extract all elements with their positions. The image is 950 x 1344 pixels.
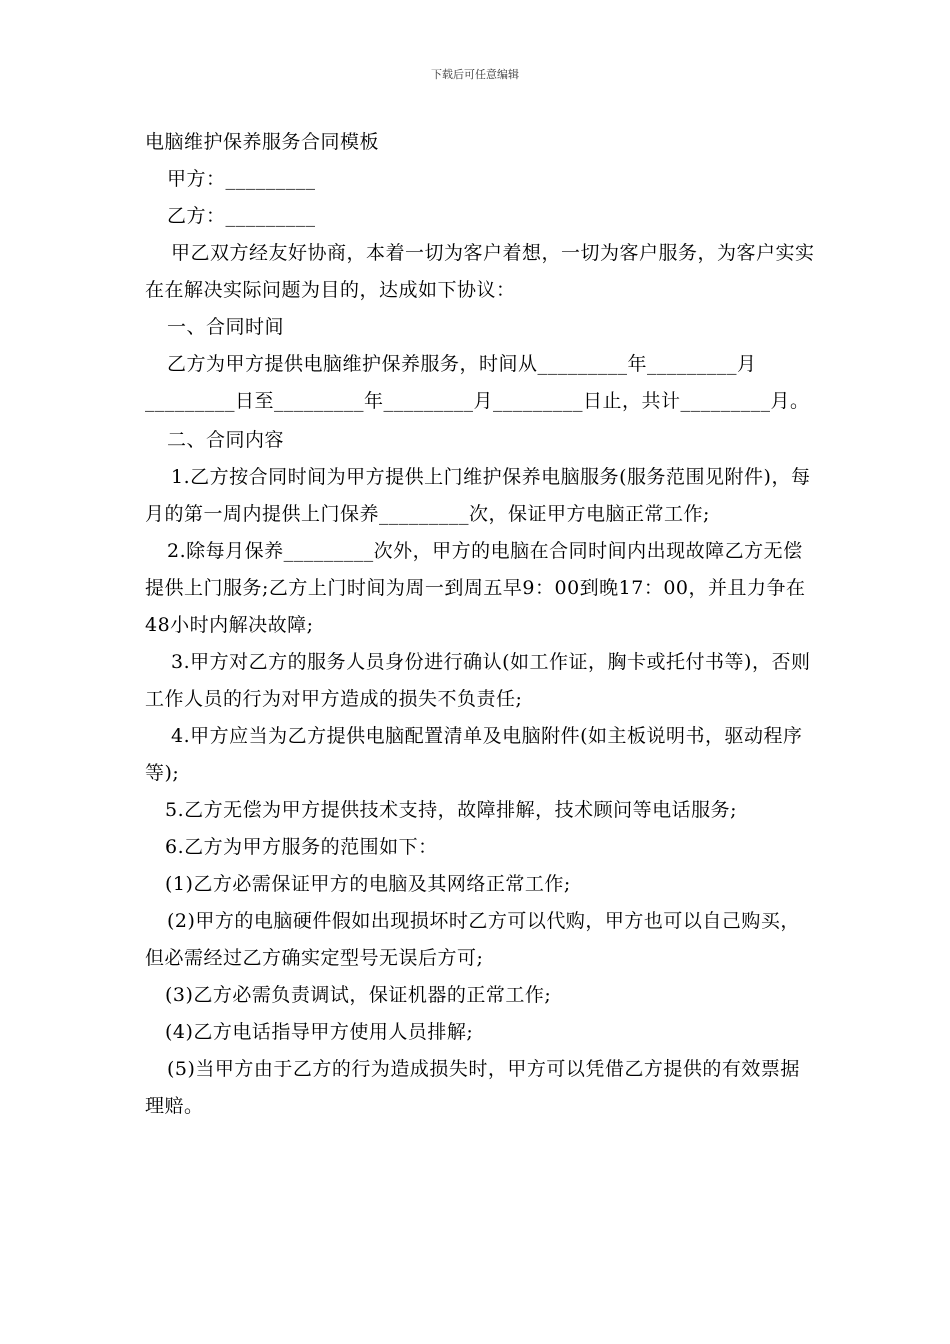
- clause-3: 3.甲方对乙方的服务人员身份进行确认(如工作证，胸卡或托付书等)，否则工作人员的行为对甲方造成的损失不负责任;: [145, 651, 811, 710]
- section-heading-time: 一、合同时间: [167, 316, 285, 338]
- party-b-line: 乙方：_________: [167, 205, 316, 227]
- clause-5: 5.乙方无偿为甲方提供技术支持，故障排解，技术顾问等电话服务;: [165, 799, 738, 821]
- section-heading-content: 二、合同内容: [167, 429, 285, 451]
- preamble-paragraph: 甲乙双方经友好协商，本着一切为客户着想，一切为客户服务，为客户实实在在解决实际问题为目的，达成如下协议：: [145, 242, 815, 301]
- document-body: [145, 124, 815, 1125]
- document-title: 电脑维护保养服务合同模板: [145, 131, 380, 153]
- party-a-line: 甲方：_________: [167, 168, 316, 190]
- page-header: 下载后可任意编辑: [431, 68, 519, 81]
- sub-clause-3: (3)乙方必需负责调试，保证机器的正常工作;: [165, 984, 552, 1006]
- clause-4: 4.甲方应当为乙方提供电脑配置清单及电脑附件(如主板说明书，驱动程序等);: [145, 725, 803, 784]
- sub-clause-4: (4)乙方电话指导甲方使用人员排解;: [165, 1021, 474, 1043]
- sub-clause-1: (1)乙方必需保证甲方的电脑及其网络正常工作;: [165, 873, 571, 895]
- sub-clause-2: (2)甲方的电脑硬件假如出现损坏时乙方可以代购，甲方也可以自己购买，但必需经过乙方确实定型号无误后方可;: [145, 910, 800, 969]
- clause-2: 2.除每月保养_________次外，甲方的电脑在合同时间内出现故障乙方无偿提供上门服务;乙方上门时间为周一到周五早9：00到晚17：00，并且力争在48小时内解决故障;: [145, 540, 806, 636]
- clause-1: 1.乙方按合同时间为甲方提供上门维护保养电脑服务(服务范围见附件)，每月的第一周内提供上门保养_________次，保证甲方电脑正常工作;: [145, 466, 811, 525]
- section-time-body: 乙方为甲方提供电脑维护保养服务，时间从_________年_________月_________日至_________年_________月_________日止，共计_________月。: [145, 353, 810, 412]
- clause-6: 6.乙方为甲方服务的范围如下：: [165, 836, 438, 858]
- sub-clause-5: (5)当甲方由于乙方的行为造成损失时，甲方可以凭借乙方提供的有效票据理赔。: [145, 1058, 800, 1117]
